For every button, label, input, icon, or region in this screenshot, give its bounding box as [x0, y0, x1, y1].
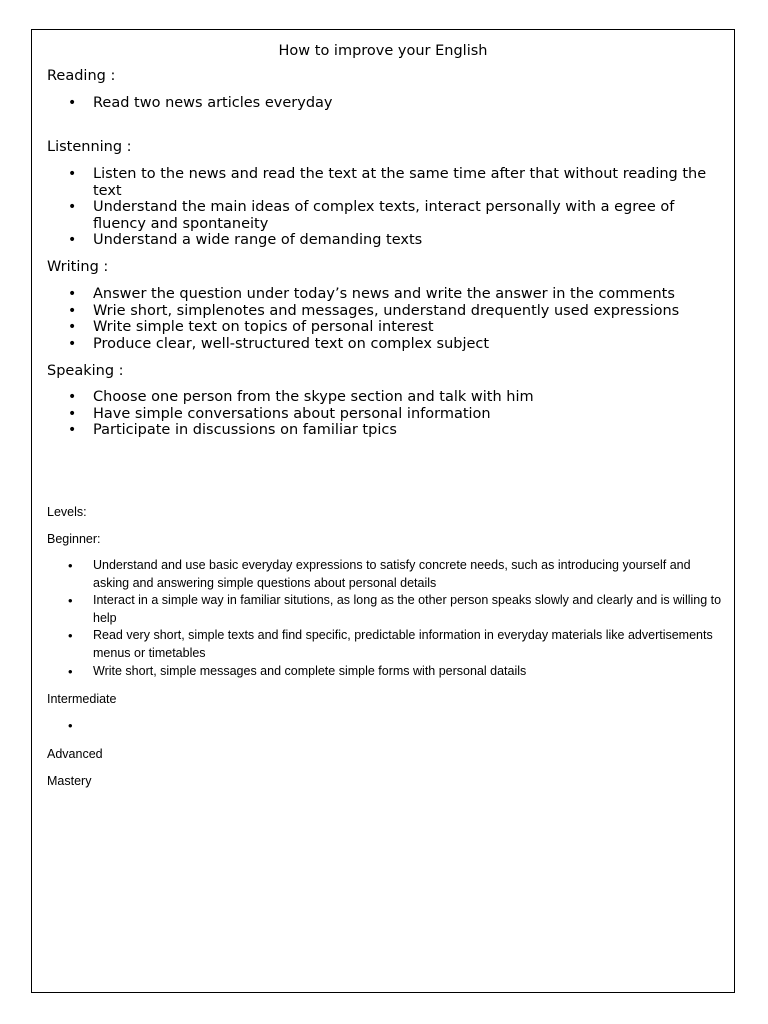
- intermediate-list: [32, 717, 734, 735]
- writing-list: [32, 286, 734, 352]
- reading-list: [32, 95, 734, 112]
- listening-heading: Listenning :: [47, 139, 132, 155]
- beginner-heading: Beginner:: [47, 532, 101, 546]
- list-item: • Wrie short, simplenotes and messages, understand drequently used expressions: [32, 303, 734, 320]
- list-item: • Produce clear, well-structured text on complex subject: [32, 336, 734, 353]
- reading-heading: Reading :: [47, 68, 116, 84]
- list-item: • Participate in discussions on familiar tpics: [32, 422, 734, 439]
- list-item: • Have simple conversations about personal information: [32, 406, 734, 423]
- list-item: • Read very short, simple texts and find specific, predictable information in everyday materials like advertisements menus or timetables: [32, 627, 734, 662]
- list-item: • Write simple text on topics of personal interest: [32, 319, 734, 336]
- listening-list: [32, 166, 734, 249]
- advanced-heading: Advanced: [47, 747, 103, 761]
- speaking-heading: Speaking :: [47, 363, 124, 379]
- intermediate-heading: Intermediate: [47, 692, 117, 706]
- list-item: • Understand a wide range of demanding texts: [32, 232, 734, 249]
- list-item: • Interact in a simple way in familiar situtions, as long as the other person speaks slowly and clearly and is willing to help: [32, 592, 734, 627]
- mastery-heading: Mastery: [47, 774, 92, 788]
- levels-heading: Levels:: [47, 505, 87, 519]
- list-item: • Listen to the news and read the text at the same time after that without reading the text: [32, 166, 734, 199]
- list-item: [32, 717, 734, 735]
- list-item: • Choose one person from the skype section and talk with him: [32, 389, 734, 406]
- list-item: • Answer the question under today’s news and write the answer in the comments: [32, 286, 734, 303]
- list-item: • Write short, simple messages and complete simple forms with personal datails: [32, 663, 734, 681]
- beginner-list: [32, 557, 734, 680]
- list-item: • Read two news articles everyday: [32, 95, 734, 112]
- list-item: • Understand and use basic everyday expressions to satisfy concrete needs, such as introducing yourself and asking and answering simple questions about personal details: [32, 557, 734, 592]
- writing-heading: Writing :: [47, 259, 109, 275]
- document-title: How to improve your English: [278, 43, 488, 59]
- speaking-list: [32, 389, 734, 439]
- document-page: [31, 29, 735, 993]
- list-item: • Understand the main ideas of complex texts, interact personally with a egree of fluency and spontaneity: [32, 199, 734, 232]
